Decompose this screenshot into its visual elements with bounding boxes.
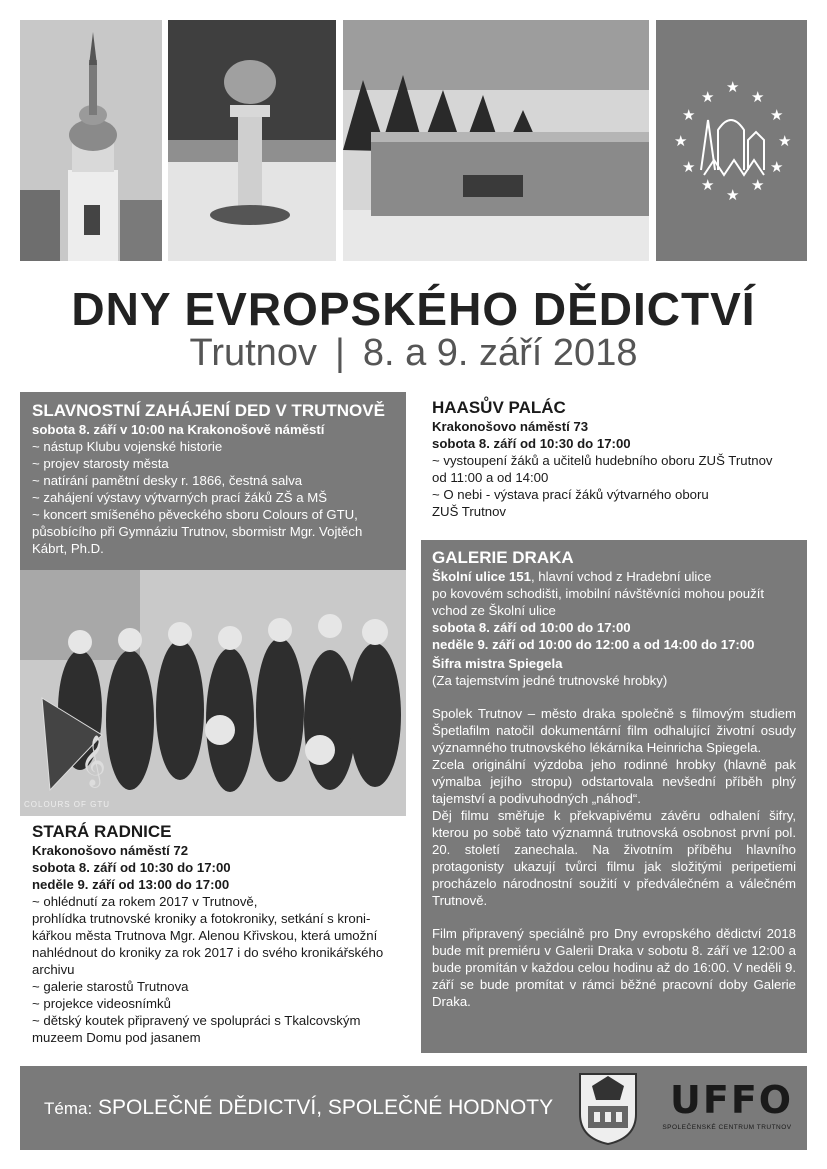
uffo-logo: UFFO bbox=[670, 1078, 794, 1122]
uffo-subtitle: SPOLEČENSKÉ CENTRUM TRUTNOV bbox=[662, 1124, 792, 1131]
radnice-item: nahlédnout do kroniky za rok 2017 i do svého kronikářského bbox=[32, 945, 384, 960]
haas-item: ~ vystoupení žáků a učitelů hudebního oboru ZUŠ Trutnov bbox=[432, 453, 773, 468]
haas-section bbox=[432, 398, 807, 520]
church-tower-image bbox=[20, 20, 162, 261]
galerie-heading: GALERIE DRAKA bbox=[432, 548, 574, 567]
svg-text:★: ★ bbox=[674, 132, 688, 150]
galerie-address-line bbox=[432, 568, 796, 585]
footer-theme-label: Téma: bbox=[44, 1099, 93, 1118]
radnice-item: ~ dětský koutek připravený ve spolupráci s Tkalcovským bbox=[32, 1013, 361, 1028]
haas-heading: HAASŮV PALÁC bbox=[432, 398, 566, 417]
zahajeni-item: ~ natírání pamětní desky r. 1866, čestná salva bbox=[32, 473, 303, 488]
svg-text:★: ★ bbox=[682, 106, 696, 124]
svg-text:★: ★ bbox=[778, 132, 792, 150]
radnice-item: archivu bbox=[32, 962, 75, 977]
choir-logo-label: COLOURS OF GTU bbox=[24, 800, 111, 809]
zahajeni-heading: SLAVNOSTNÍ ZAHÁJENÍ DED V TRUTNOVĚ bbox=[32, 401, 385, 420]
separator: | bbox=[334, 332, 345, 374]
haas-item: ZUŠ Trutnov bbox=[432, 504, 507, 519]
radnice-item: kářkou města Trutnova Mgr. Alenou Křivskou, která umožní bbox=[32, 928, 378, 943]
svg-text:★: ★ bbox=[701, 176, 715, 194]
haas-when: sobota 8. září od 10:30 do 17:00 bbox=[432, 436, 631, 451]
photo-fountain bbox=[168, 20, 336, 261]
galerie-paragraph: Film připravený speciálně pro Dny evropského dědictví 2018 bude mít premiéru v Galerii Draka v sobotu 8. září ve 12:00 a bude promítán v každou celou hodinu až do 16:00. V neděli 9. září se bude promítat v rámci běžné pracovní doby Galerie Draka. bbox=[432, 926, 796, 1009]
galerie-film-title: Šifra mistra Spiegela bbox=[432, 656, 563, 671]
radnice-section bbox=[32, 822, 410, 1046]
radnice-item: ~ ohlédnutí za rokem 2017 v Trutnově, bbox=[32, 894, 258, 909]
bunker-image bbox=[343, 20, 649, 261]
choir-image bbox=[20, 570, 406, 816]
photo-choir bbox=[20, 570, 406, 816]
haas-item: ~ O nebi - výstava prací žáků výtvarného oboru bbox=[432, 487, 709, 502]
zahajeni-item: ~ nástup Klubu vojenské historie bbox=[32, 439, 223, 454]
svg-text:★: ★ bbox=[726, 186, 740, 204]
galerie-address-line: po kovovém schodišti, imobilní návštěvníci mohou použít bbox=[432, 586, 765, 601]
page-subtitle bbox=[0, 332, 827, 375]
radnice-item: muzeem Domu pod jasanem bbox=[32, 1030, 201, 1045]
footer-bar bbox=[20, 1066, 807, 1150]
galerie-box bbox=[421, 540, 807, 1053]
footer-theme bbox=[44, 1096, 553, 1120]
svg-text:★: ★ bbox=[751, 88, 765, 106]
footer-theme-text: SPOLEČNÉ DĚDICTVÍ, SPOLEČNÉ HODNOTY bbox=[98, 1096, 554, 1119]
svg-text:★: ★ bbox=[751, 176, 765, 194]
radnice-heading: STARÁ RADNICE bbox=[32, 822, 172, 841]
zahajeni-when: sobota 8. září v 10:00 na Krakonošově náměstí bbox=[32, 422, 325, 437]
coat-of-arms-icon bbox=[576, 1070, 640, 1146]
zahajeni-item: působícího při Gymnáziu Trutnov, sbormistr Mgr. Vojtěch bbox=[32, 524, 363, 539]
photo-bunker bbox=[343, 20, 649, 261]
radnice-address: Krakonošovo náměstí 72 bbox=[32, 843, 189, 858]
zahajeni-item: ~ koncert smíšeného pěveckého sboru Colours of GTU, bbox=[32, 507, 358, 522]
city-name: Trutnov bbox=[189, 332, 317, 374]
coat-of-arms-svg bbox=[576, 1070, 640, 1146]
haas-address: Krakonošovo náměstí 73 bbox=[432, 419, 589, 434]
ded-logo-panel bbox=[656, 20, 807, 261]
svg-text:★: ★ bbox=[770, 106, 784, 124]
page-title: DNY EVROPSKÉHO DĚDICTVÍ bbox=[71, 283, 756, 335]
music-note-icon: 𝄞 bbox=[80, 735, 107, 786]
galerie-film-sub: (Za tajemstvím jedné trutnovské hrobky) bbox=[432, 673, 668, 688]
svg-text:★: ★ bbox=[726, 78, 740, 96]
svg-text:★: ★ bbox=[682, 158, 696, 176]
radnice-item: prohlídka trutnovské kroniky a fotokroniky, setkání s kroni- bbox=[32, 911, 371, 926]
galerie-address-rest: , hlavní vchod z Hradební ulice bbox=[530, 569, 712, 584]
radnice-when-2: neděle 9. září od 13:00 do 17:00 bbox=[32, 877, 230, 892]
svg-text:★: ★ bbox=[770, 158, 784, 176]
galerie-address-bold: Školní ulice 151 bbox=[432, 569, 531, 584]
galerie-when-1: sobota 8. září od 10:00 do 17:00 bbox=[432, 620, 631, 635]
zahajeni-item: ~ projev starosty města bbox=[32, 456, 169, 471]
galerie-paragraph: Zcela originální výzdoba jeho rodinné hrobky (hlavně pak výmalba jejího stropu) odstartovala nevšední příběh plný tajemství a podivuhodných „náhod“. bbox=[432, 757, 796, 806]
zahajeni-item: Kábrt, Ph.D. bbox=[32, 541, 104, 556]
galerie-paragraph: Děj filmu směřuje k překvapivému závěru odhalení šifry, kterou po sobě tato významná trutnovská osobnost první pol. 20. století zanechala. Na životním příběhu hlavního protagonisty ukazují tvůrci filmu jak složitými peripetiemi procházelo národnostní soužití v předválečném a válečném Trutnově. bbox=[432, 808, 796, 908]
haas-item: od 11:00 a od 14:00 bbox=[432, 470, 549, 485]
event-date: 8. a 9. září 2018 bbox=[362, 332, 638, 374]
radnice-item: ~ projekce videosnímků bbox=[32, 996, 171, 1011]
photo-church-tower bbox=[20, 20, 162, 261]
ded-stars-castle-icon bbox=[656, 20, 807, 261]
radnice-item: ~ galerie starostů Trutnova bbox=[32, 979, 189, 994]
galerie-address-line: vchod ze Školní ulice bbox=[432, 603, 556, 618]
zahajeni-item: ~ zahájení výstavy výtvarných prací žáků ZŠ a MŠ bbox=[32, 490, 328, 505]
galerie-when-2: neděle 9. září od 10:00 do 12:00 a od 14:00 do 17:00 bbox=[432, 637, 755, 652]
svg-text:★: ★ bbox=[701, 88, 715, 106]
zahajeni-box bbox=[20, 392, 406, 570]
radnice-when-1: sobota 8. září od 10:30 do 17:00 bbox=[32, 860, 231, 875]
galerie-paragraph: Spolek Trutnov – město draka společně s filmovým studiem Špetlafilm natočil dokumentární film odhalující životní osudy významného trutnovského lékárníka Heinricha Spiegela. bbox=[432, 706, 796, 755]
fountain-image bbox=[168, 20, 336, 261]
